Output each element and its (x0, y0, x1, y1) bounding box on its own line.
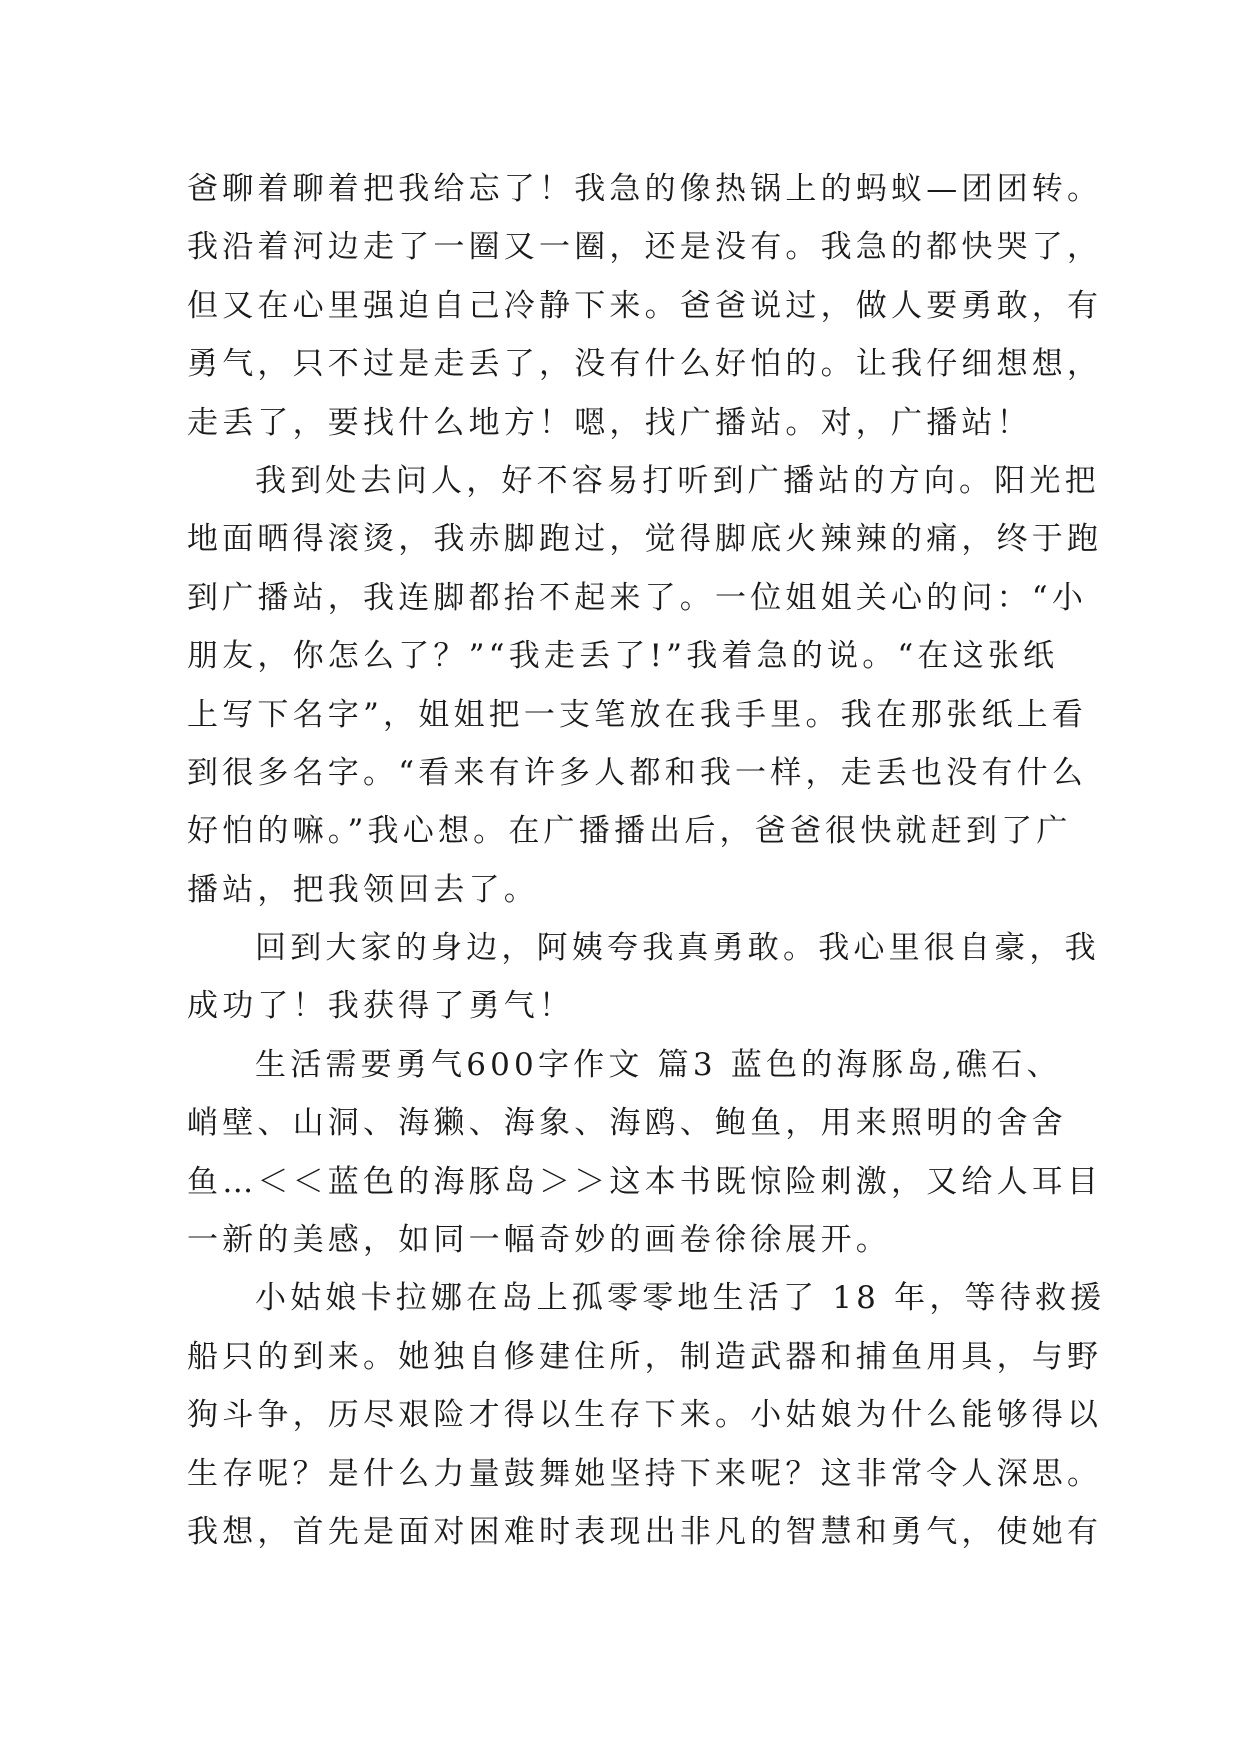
text-line: 好怕的嘛。”我心想。在广播播出后，爸爸很快就赶到了广 (187, 813, 1072, 850)
text-line: 我想，首先是面对困难时表现出非凡的智慧和勇气，使她有 (187, 1513, 1103, 1550)
text-line: 小姑娘卡拉娜在岛上孤零零地生活了 18 年，等待救援 (255, 1280, 1106, 1317)
text-line: 但又在心里强迫自己冷静下来。爸爸说过，做人要勇敢，有 (187, 287, 1103, 324)
text-line: 狗斗争，历尽艰险才得以生存下来。小姑娘为什么能够得以 (187, 1397, 1103, 1434)
text-line: 勇气，只不过是走丢了，没有什么好怕的。让我仔细想想， (187, 346, 1103, 383)
text-line: 到广播站，我连脚都抬不起来了。一位姐姐关心的问：“小 (187, 579, 1088, 616)
text-line: 上写下名字”，姐姐把一支笔放在我手里。我在那张纸上看 (187, 696, 1088, 733)
text-line: 成功了！我获得了勇气！ (187, 988, 575, 1025)
text-line: 一新的美感，如同一幅奇妙的画卷徐徐展开。 (187, 1222, 891, 1259)
text-line: 峭壁、山洞、海獭、海象、海鸥、鲍鱼，用来照明的舍舍 (187, 1105, 1067, 1142)
text-line: 船只的到来。她独自修建住所，制造武器和捕鱼用具，与野 (187, 1338, 1103, 1375)
text-line: 地面晒得滚烫，我赤脚跑过，觉得脚底火辣辣的痛，终于跑 (187, 521, 1103, 558)
text-line: 到很多名字。“看来有许多人都和我一样，走丢也没有什么 (187, 754, 1088, 791)
text-line: 回到大家的身边，阿姨夸我真勇敢。我心里很自豪，我 (255, 930, 1100, 967)
body-text (187, 160, 1106, 1561)
text-line: 播站，把我领回去了。 (187, 871, 539, 908)
text-line: 走丢了，要找什么地方！嗯，找广播站。对，广播站！ (187, 404, 1032, 441)
text-line: 我沿着河边走了一圈又一圈，还是没有。我急的都快哭了， (187, 229, 1103, 266)
text-line: 生存呢？是什么力量鼓舞她坚持下来呢？这非常令人深思。 (187, 1455, 1103, 1492)
text-line: 朋友，你怎么了？”“我走丢了!”我着急的说。“在这张纸 (187, 638, 1059, 675)
text-line: 生活需要勇气600字作文 篇3 蓝色的海豚岛,礁石、 (255, 1046, 1062, 1083)
text-line: 我到处去问人，好不容易打听到广播站的方向。阳光把 (255, 462, 1100, 499)
text-line: 鱼…＜＜蓝色的海豚岛＞＞这本书既惊险刺激，又给人耳目 (187, 1163, 1103, 1200)
text-line: 爸聊着聊着把我给忘了！我急的像热锅上的蚂蚁—团团转。 (187, 171, 1103, 207)
